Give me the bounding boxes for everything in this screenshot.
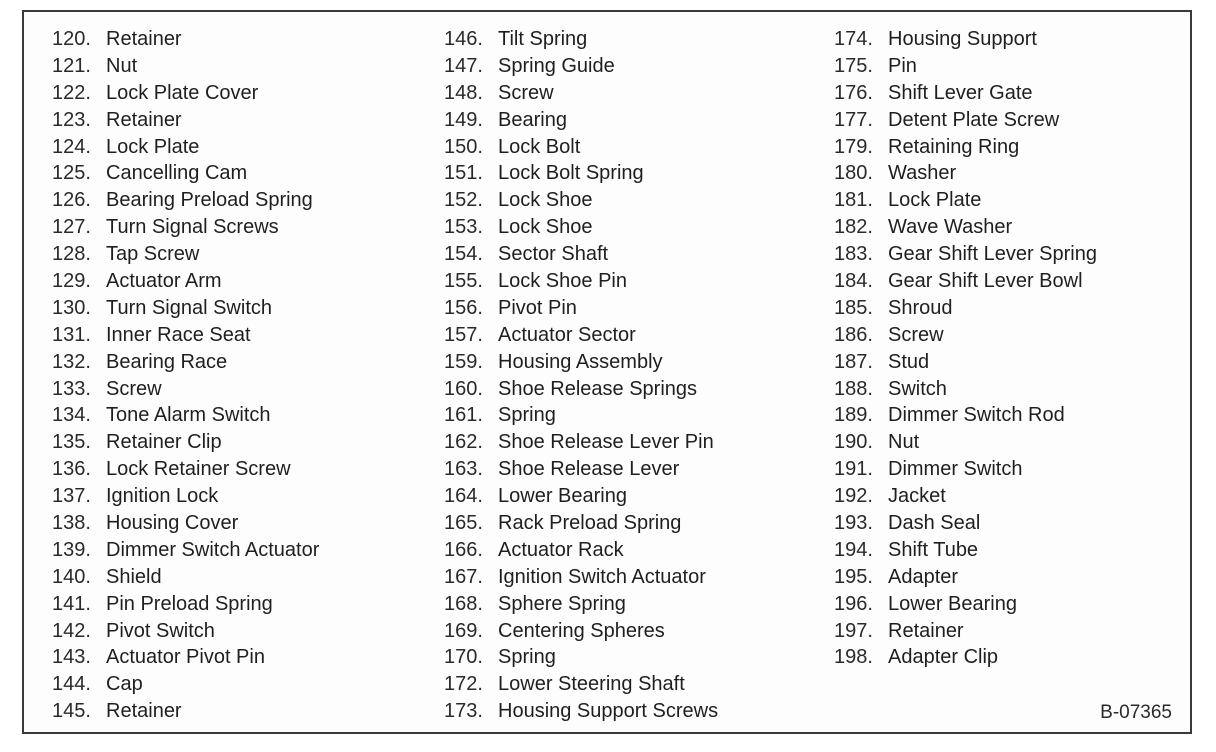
legend-item bbox=[834, 26, 1097, 53]
legend-item-name: Cap bbox=[106, 673, 143, 696]
legend-item-number: 139. bbox=[52, 538, 91, 561]
legend-item-number: 182. bbox=[834, 216, 873, 239]
legend-item bbox=[52, 80, 319, 107]
legend-item-name: Ignition Switch Actuator bbox=[498, 565, 706, 588]
legend-item bbox=[834, 564, 1097, 591]
legend-item-number: 123. bbox=[52, 108, 91, 131]
legend-item-number: 186. bbox=[834, 323, 873, 346]
legend-item-name: Lock Retainer Screw bbox=[106, 458, 291, 481]
legend-item-number: 196. bbox=[834, 592, 873, 615]
legend-item-name: Housing Cover bbox=[106, 512, 239, 535]
legend-item bbox=[52, 53, 319, 80]
legend-item bbox=[834, 510, 1097, 537]
legend-item-number: 126. bbox=[52, 189, 91, 212]
legend-item-number: 129. bbox=[52, 270, 91, 293]
legend-item bbox=[444, 591, 718, 618]
legend-item-name: Sector Shaft bbox=[498, 243, 609, 266]
legend-item-name: Shield bbox=[106, 565, 162, 588]
legend-item bbox=[834, 429, 1097, 456]
legend-item-number: 191. bbox=[834, 458, 873, 481]
legend-item-name: Spring Guide bbox=[498, 54, 615, 77]
legend-item-number: 183. bbox=[834, 243, 873, 266]
legend-item-number: 141. bbox=[52, 592, 91, 615]
legend-item-name: Shoe Release Lever Pin bbox=[498, 431, 714, 454]
legend-item bbox=[834, 268, 1097, 295]
legend-item-name: Lower Bearing bbox=[888, 592, 1017, 615]
legend-item bbox=[834, 618, 1097, 645]
legend-item-number: 159. bbox=[444, 350, 483, 373]
legend-item-number: 138. bbox=[52, 512, 91, 535]
legend-item-name: Switch bbox=[888, 377, 947, 400]
legend-item-name: Retainer bbox=[106, 108, 182, 131]
legend-item-name: Actuator Rack bbox=[498, 538, 624, 561]
legend-item bbox=[444, 26, 718, 53]
legend-item bbox=[444, 510, 718, 537]
legend-item-number: 157. bbox=[444, 323, 483, 346]
legend-item bbox=[834, 644, 1097, 671]
legend-item bbox=[52, 456, 319, 483]
legend-item-number: 192. bbox=[834, 485, 873, 508]
legend-item bbox=[52, 591, 319, 618]
legend-item-number: 172. bbox=[444, 673, 483, 696]
legend-item-name: Inner Race Seat bbox=[106, 323, 251, 346]
legend-item-name: Bearing Race bbox=[106, 350, 228, 373]
legend-item bbox=[444, 53, 718, 80]
legend-item bbox=[834, 80, 1097, 107]
legend-item-name: Nut bbox=[106, 54, 138, 77]
legend-item bbox=[834, 53, 1097, 80]
legend-item bbox=[444, 268, 718, 295]
parts-legend-frame bbox=[22, 10, 1192, 734]
legend-item bbox=[444, 537, 718, 564]
legend-item bbox=[834, 537, 1097, 564]
legend-item-name: Pivot Pin bbox=[498, 296, 577, 319]
legend-item bbox=[834, 134, 1097, 161]
legend-item bbox=[444, 564, 718, 591]
legend-item-name: Shift Lever Gate bbox=[888, 81, 1033, 104]
legend-item-number: 122. bbox=[52, 81, 91, 104]
legend-item-number: 185. bbox=[834, 296, 873, 319]
legend-item bbox=[52, 429, 319, 456]
legend-item bbox=[444, 429, 718, 456]
legend-item-name: Dash Seal bbox=[888, 512, 981, 535]
legend-item-number: 135. bbox=[52, 431, 91, 454]
figure-id: B-07365 bbox=[1100, 702, 1172, 723]
legend-item bbox=[444, 187, 718, 214]
legend-item-name: Lock Bolt bbox=[498, 135, 581, 158]
legend-item-name: Housing Support Screws bbox=[498, 700, 719, 723]
legend-item-name: Lock Plate Cover bbox=[106, 81, 259, 104]
legend-item bbox=[52, 26, 319, 53]
legend-item bbox=[52, 134, 319, 161]
legend-item bbox=[834, 187, 1097, 214]
legend-item-number: 142. bbox=[52, 619, 91, 642]
legend-item-name: Retainer bbox=[888, 619, 964, 642]
legend-item-number: 136. bbox=[52, 458, 91, 481]
legend-item-number: 170. bbox=[444, 646, 483, 669]
legend-item bbox=[444, 322, 718, 349]
legend-item bbox=[834, 349, 1097, 376]
legend-item-name: Adapter bbox=[888, 565, 959, 588]
legend-item-number: 190. bbox=[834, 431, 873, 454]
legend-item bbox=[444, 671, 718, 698]
legend-item-number: 146. bbox=[444, 28, 483, 50]
legend-item-number: 181. bbox=[834, 189, 873, 212]
legend-item-name: Turn Signal Screws bbox=[106, 216, 279, 239]
legend-item-name: Actuator Pivot Pin bbox=[106, 646, 265, 669]
legend-item-number: 144. bbox=[52, 673, 91, 696]
legend-item-number: 132. bbox=[52, 350, 91, 373]
legend-item bbox=[52, 510, 319, 537]
legend-item bbox=[52, 671, 319, 698]
legend-column-2 bbox=[444, 26, 718, 725]
legend-item bbox=[52, 214, 319, 241]
legend-item-name: Shoe Release Lever bbox=[498, 458, 680, 481]
legend-item-name: Dimmer Switch Actuator bbox=[106, 538, 320, 561]
legend-item bbox=[444, 80, 718, 107]
legend-item-number: 189. bbox=[834, 404, 873, 427]
legend-item-number: 173. bbox=[444, 700, 483, 723]
legend-item-name: Sphere Spring bbox=[498, 592, 626, 615]
legend-item-number: 127. bbox=[52, 216, 91, 239]
legend-item-name: Shoe Release Springs bbox=[498, 377, 698, 400]
legend-item-name: Tilt Spring bbox=[498, 28, 588, 50]
legend-item-name: Centering Spheres bbox=[498, 619, 665, 642]
legend-item-name: Screw bbox=[106, 377, 162, 400]
legend-item-name: Turn Signal Switch bbox=[106, 296, 272, 319]
legend-item bbox=[834, 591, 1097, 618]
legend-item-name: Cancelling Cam bbox=[106, 162, 248, 185]
legend-item-name: Retainer bbox=[106, 700, 182, 723]
legend-item-name: Spring bbox=[498, 404, 556, 427]
legend-item-name: Lower Bearing bbox=[498, 485, 627, 508]
legend-item bbox=[444, 295, 718, 322]
legend-item-name: Dimmer Switch bbox=[888, 458, 1023, 481]
legend-item-number: 167. bbox=[444, 565, 483, 588]
legend-item-name: Retaining Ring bbox=[888, 135, 1020, 158]
legend-item bbox=[52, 698, 319, 725]
legend-item bbox=[52, 564, 319, 591]
legend-item-number: 175. bbox=[834, 54, 873, 77]
legend-item-number: 193. bbox=[834, 512, 873, 535]
legend-item bbox=[834, 107, 1097, 134]
legend-item-number: 145. bbox=[52, 700, 91, 723]
legend-item bbox=[444, 241, 718, 268]
legend-item-number: 179. bbox=[834, 135, 873, 158]
legend-item-number: 120. bbox=[52, 28, 91, 50]
legend-item-number: 177. bbox=[834, 108, 873, 131]
legend-item-number: 152. bbox=[444, 189, 483, 212]
legend-item-number: 143. bbox=[52, 646, 91, 669]
legend-item-number: 125. bbox=[52, 162, 91, 185]
legend-item-number: 174. bbox=[834, 28, 873, 50]
legend-item-name: Screw bbox=[888, 323, 944, 346]
legend-item-name: Pin bbox=[888, 54, 917, 77]
legend-item-number: 148. bbox=[444, 81, 483, 104]
legend-item-name: Actuator Sector bbox=[498, 323, 636, 346]
legend-item-number: 161. bbox=[444, 404, 483, 427]
legend-item-number: 180. bbox=[834, 162, 873, 185]
legend-item-number: 198. bbox=[834, 646, 873, 669]
legend-item bbox=[834, 402, 1097, 429]
legend-item bbox=[444, 698, 718, 725]
legend-item-name: Adapter Clip bbox=[888, 646, 999, 669]
legend-item bbox=[834, 241, 1097, 268]
legend-item-number: 169. bbox=[444, 619, 483, 642]
legend-item-name: Gear Shift Lever Spring bbox=[888, 243, 1097, 266]
legend-item bbox=[52, 268, 319, 295]
legend-item-number: 153. bbox=[444, 216, 483, 239]
legend-item-number: 160. bbox=[444, 377, 483, 400]
legend-item-name: Lower Steering Shaft bbox=[498, 673, 685, 696]
legend-item bbox=[52, 376, 319, 403]
legend-item bbox=[444, 402, 718, 429]
legend-item-number: 163. bbox=[444, 458, 483, 481]
legend-item-name: Ignition Lock bbox=[106, 485, 219, 508]
legend-item bbox=[52, 187, 319, 214]
legend-item-number: 188. bbox=[834, 377, 873, 400]
legend-item-number: 151. bbox=[444, 162, 483, 185]
legend-item bbox=[834, 295, 1097, 322]
legend-item bbox=[52, 402, 319, 429]
legend-item bbox=[444, 456, 718, 483]
legend-item-number: 124. bbox=[52, 135, 91, 158]
legend-item bbox=[52, 241, 319, 268]
legend-item-name: Spring bbox=[498, 646, 556, 669]
legend-item-number: 197. bbox=[834, 619, 873, 642]
legend-item-name: Shift Tube bbox=[888, 538, 979, 561]
legend-item-number: 149. bbox=[444, 108, 483, 131]
legend-item-number: 162. bbox=[444, 431, 483, 454]
legend-item-number: 128. bbox=[52, 243, 91, 266]
legend-item-name: Dimmer Switch Rod bbox=[888, 404, 1065, 427]
legend-item-number: 134. bbox=[52, 404, 91, 427]
legend-item-number: 131. bbox=[52, 323, 91, 346]
legend-item bbox=[52, 107, 319, 134]
legend-item bbox=[52, 618, 319, 645]
legend-item-number: 176. bbox=[834, 81, 873, 104]
legend-item bbox=[444, 483, 718, 510]
legend-item bbox=[834, 456, 1097, 483]
legend-item-name: Actuator Arm bbox=[106, 270, 222, 293]
legend-item-name: Lock Plate bbox=[888, 189, 982, 212]
legend-item bbox=[52, 295, 319, 322]
legend-item-name: Housing Assembly bbox=[498, 350, 663, 373]
legend-item bbox=[444, 134, 718, 161]
legend-item bbox=[444, 214, 718, 241]
legend-item-number: 194. bbox=[834, 538, 873, 561]
legend-item bbox=[52, 483, 319, 510]
legend-item-name: Rack Preload Spring bbox=[498, 512, 682, 535]
legend-item-number: 168. bbox=[444, 592, 483, 615]
legend-item-number: 121. bbox=[52, 54, 91, 77]
legend-item-number: 184. bbox=[834, 270, 873, 293]
legend-item-number: 133. bbox=[52, 377, 91, 400]
legend-item bbox=[834, 376, 1097, 403]
legend-item-number: 150. bbox=[444, 135, 483, 158]
legend-item bbox=[444, 349, 718, 376]
legend-item-name: Gear Shift Lever Bowl bbox=[888, 270, 1083, 293]
legend-item-name: Wave Washer bbox=[888, 216, 1013, 239]
legend-item bbox=[444, 107, 718, 134]
legend-item-number: 130. bbox=[52, 296, 91, 319]
legend-item-name: Lock Shoe bbox=[498, 216, 593, 239]
legend-item-name: Pin Preload Spring bbox=[106, 592, 273, 615]
legend-item-number: 165. bbox=[444, 512, 483, 535]
legend-item-number: 147. bbox=[444, 54, 483, 77]
legend-item-name: Screw bbox=[498, 81, 554, 104]
legend-item-name: Lock Bolt Spring bbox=[498, 162, 644, 185]
legend-item-name: Retainer Clip bbox=[106, 431, 222, 454]
legend-column-3 bbox=[834, 26, 1097, 671]
legend-item bbox=[834, 214, 1097, 241]
legend-item bbox=[52, 644, 319, 671]
legend-item-name: Lock Shoe Pin bbox=[498, 270, 627, 293]
legend-item-name: Lock Plate bbox=[106, 135, 200, 158]
legend-column-1 bbox=[52, 26, 319, 725]
legend-item bbox=[444, 644, 718, 671]
legend-item-number: 195. bbox=[834, 565, 873, 588]
legend-item bbox=[52, 322, 319, 349]
legend-item-name: Shroud bbox=[888, 296, 953, 319]
legend-item-number: 140. bbox=[52, 565, 91, 588]
legend-item-name: Detent Plate Screw bbox=[888, 108, 1060, 131]
legend-item-name: Tone Alarm Switch bbox=[106, 404, 271, 427]
legend-item-name: Nut bbox=[888, 431, 920, 454]
legend-item bbox=[834, 483, 1097, 510]
legend-item-number: 154. bbox=[444, 243, 483, 266]
legend-item bbox=[834, 322, 1097, 349]
legend-item-name: Pivot Switch bbox=[106, 619, 215, 642]
legend-item-number: 166. bbox=[444, 538, 483, 561]
legend-item-name: Retainer bbox=[106, 28, 182, 50]
legend-item bbox=[444, 160, 718, 187]
legend-item-name: Bearing bbox=[498, 108, 567, 131]
legend-item-number: 164. bbox=[444, 485, 483, 508]
legend-item-number: 187. bbox=[834, 350, 873, 373]
legend-item bbox=[444, 618, 718, 645]
legend-item-name: Lock Shoe bbox=[498, 189, 593, 212]
legend-item bbox=[52, 349, 319, 376]
legend-item-number: 155. bbox=[444, 270, 483, 293]
legend-item-name: Stud bbox=[888, 350, 930, 373]
legend-item-number: 137. bbox=[52, 485, 91, 508]
legend-item-name: Bearing Preload Spring bbox=[106, 189, 313, 212]
legend-item bbox=[834, 160, 1097, 187]
legend-item-name: Tap Screw bbox=[106, 243, 200, 266]
legend-item bbox=[52, 160, 319, 187]
legend-item-name: Jacket bbox=[888, 485, 946, 508]
legend-item-name: Housing Support bbox=[888, 28, 1037, 50]
legend-item-name: Washer bbox=[888, 162, 957, 185]
legend-item bbox=[444, 376, 718, 403]
legend-item-number: 156. bbox=[444, 296, 483, 319]
legend-item bbox=[52, 537, 319, 564]
